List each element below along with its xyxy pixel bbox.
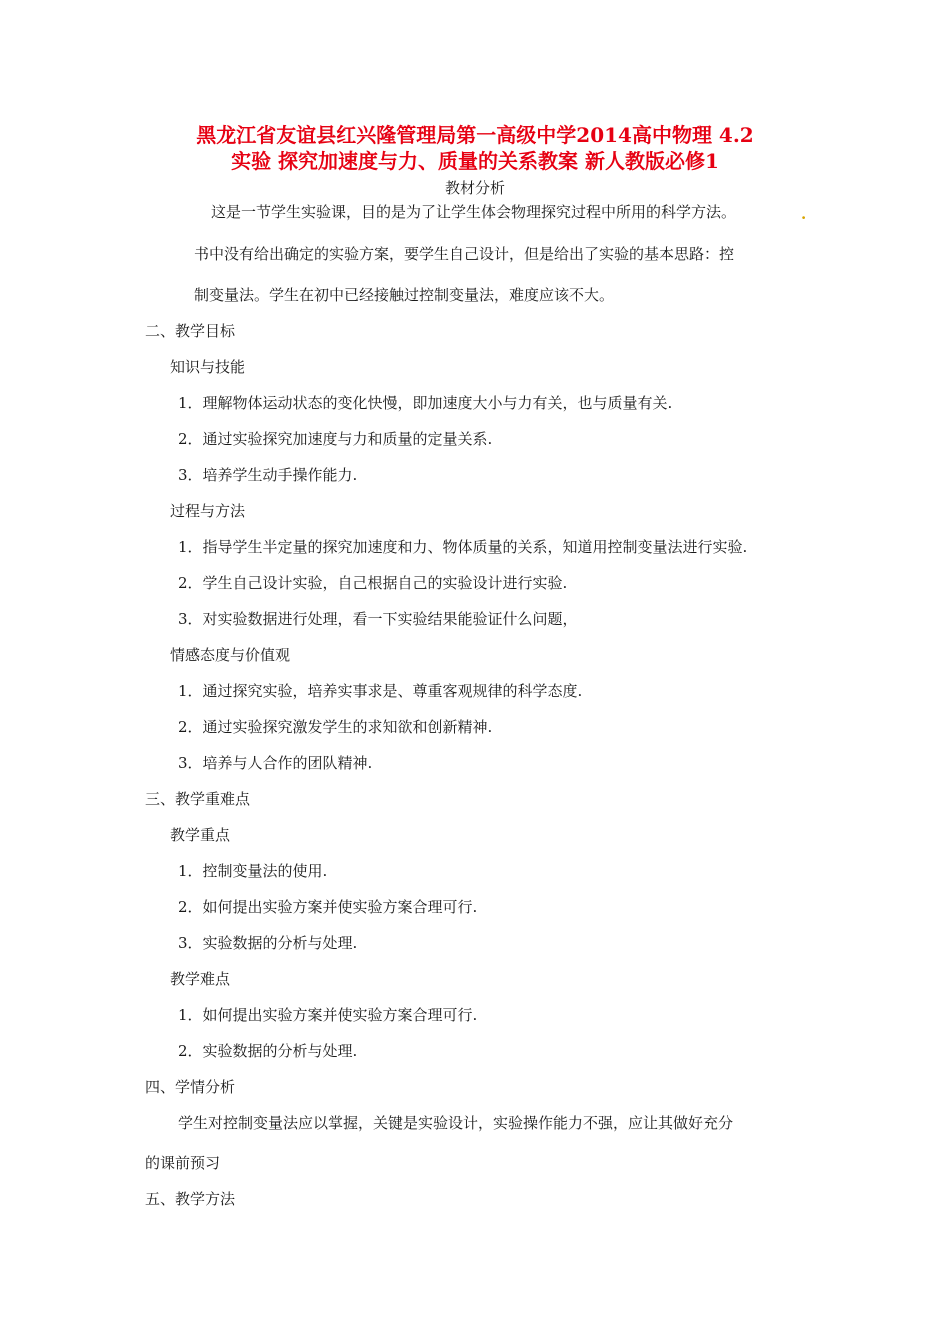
section-heading-goals: 二、教学目标: [145, 322, 236, 340]
paragraph-mark: .: [801, 205, 807, 223]
title-line-2: 实验 探究加速度与力、质量的关系教案 新人教版必修1: [231, 149, 719, 173]
list-item: 1．理解物体运动状态的变化快慢，即加速度大小与力有关，也与质量有关.: [178, 394, 673, 412]
list-item: 2．通过实验探究激发学生的求知欲和创新精神.: [178, 718, 493, 736]
list-item: 1．指导学生半定量的探究加速度和力、物体质量的关系，知道用控制变量法进行实验.: [178, 538, 748, 556]
title-line-1: 黑龙江省友谊县红兴隆管理局第一高级中学2014高中物理 4.2: [196, 123, 754, 147]
section-heading-keypoints: 三、教学重难点: [145, 790, 251, 808]
list-item: 2．如何提出实验方案并使实验方案合理可行.: [178, 898, 478, 916]
subheading-process: 过程与方法: [170, 502, 246, 520]
list-item: 1．如何提出实验方案并使实验方案合理可行.: [178, 1006, 478, 1024]
list-item: 3．培养学生动手操作能力.: [178, 466, 358, 484]
subheading-knowledge: 知识与技能: [170, 358, 246, 376]
document-title: [140, 122, 810, 174]
section-heading-method: 五、教学方法: [145, 1190, 236, 1208]
section-heading-students: 四、学情分析: [145, 1078, 236, 1096]
list-item: 3．对实验数据进行处理，看一下实验结果能验证什么问题，: [178, 610, 578, 628]
paragraph-students-1: 学生对控制变量法应以掌握，关键是实验设计，实验操作能力不强，应让其做好充分: [178, 1114, 734, 1132]
list-item: 2．实验数据的分析与处理.: [178, 1042, 358, 1060]
list-item: 3．实验数据的分析与处理.: [178, 934, 358, 952]
paragraph-textbook-3: 制变量法。学生在初中已经接触过控制变量法，难度应该不大。: [194, 286, 615, 304]
list-item: 3．培养与人合作的团队精神.: [178, 754, 373, 772]
list-item: 1．控制变量法的使用.: [178, 862, 328, 880]
list-item: 2．通过实验探究加速度与力和质量的定量关系.: [178, 430, 493, 448]
paragraph-textbook-1: 这是一节学生实验课，目的是为了让学生体会物理探究过程中所用的科学方法。: [211, 203, 737, 221]
list-item: 1．通过探究实验，培养实事求是、尊重客观规律的科学态度.: [178, 682, 583, 700]
subheading-emotion: 情感态度与价值观: [170, 646, 291, 664]
subheading-difficulty: 教学难点: [170, 970, 231, 988]
section-heading-textbook-analysis: 教材分析: [444, 179, 505, 197]
subheading-focus: 教学重点: [170, 826, 231, 844]
paragraph-students-2: 的课前预习: [145, 1154, 221, 1172]
paragraph-textbook-2: 书中没有给出确定的实验方案，要学生自己设计，但是给出了实验的基本思路：控: [194, 245, 735, 263]
list-item: 2．学生自己设计实验，自己根据自己的实验设计进行实验.: [178, 574, 568, 592]
